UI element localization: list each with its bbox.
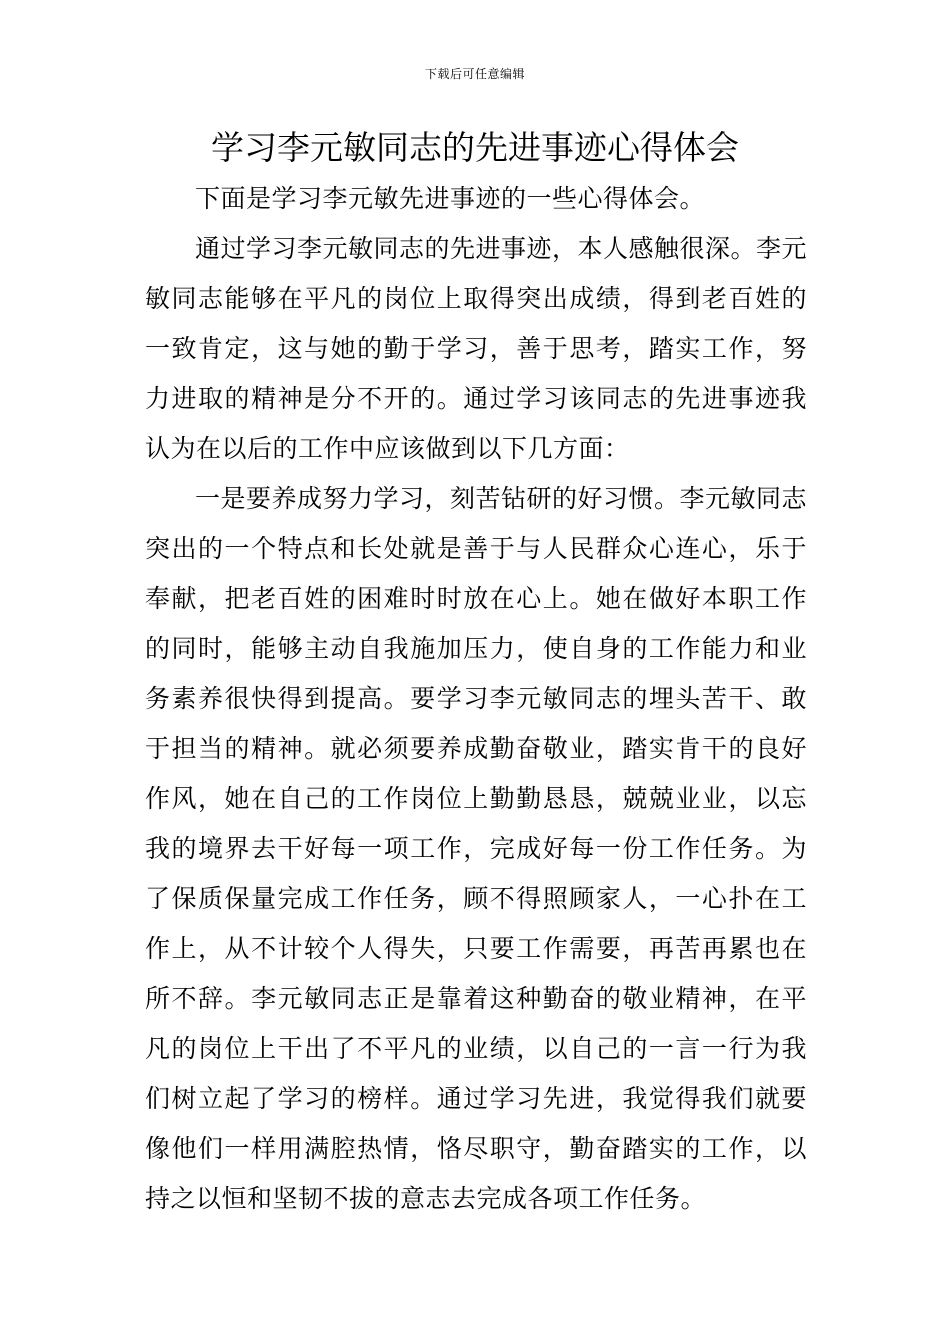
paragraph-intro: 下面是学习李元敏先进事迹的一些心得体会。 [195,184,706,213]
document-title: 学习李元敏同志的先进事迹心得体会 [211,128,739,167]
header-note: 下载后可任意编辑 [424,67,525,81]
paragraph-point-one: 一是要养成努力学习，刻苦钻研的好习惯。李元敏同志突出的一个特点和长处就是善于与人民群众心连心，乐于奉献，把老百姓的困难时时放在心上。她在做好本职工作的同时，能够主动自我施加压力，使自身的工作能力和业务素养很快得到提高。要学习李元敏同志的埋头苦干、敢于担当的精神。就必须要养成勤奋敬业，踏实肯干的良好作风，她在自己的工作岗位上勤勤恳恳，兢兢业业，以忘我的境界去干好每一项工作，完成好每一份工作任务。为了保质保量完成工作任务，顾不得照顾家人，一心扑在工作上，从不计较个人得失，只要工作需要，再苦再累也在所不辞。李元敏同志正是靠着这种勤奋的敬业精神，在平凡的岗位上干出了不平凡的业绩，以自己的一言一行为我们树立起了学习的榜样。通过学习先进，我觉得我们就要像他们一样用满腔热情，恪尽职守，勤奋踏实的工作，以持之以恒和坚韧不拔的意志去完成各项工作任务。 [145,484,808,1213]
document-body [145,174,807,1224]
paragraph-reflection: 通过学习李元敏同志的先进事迹，本人感触很深。李元敏同志能够在平凡的岗位上取得突出成绩，得到老百姓的一致肯定，这与她的勤于学习，善于思考，踏实工作，努力进取的精神是分不开的。通过学习该同志的先进事迹我认为在以后的工作中应该做到以下几方面： [145,234,808,463]
